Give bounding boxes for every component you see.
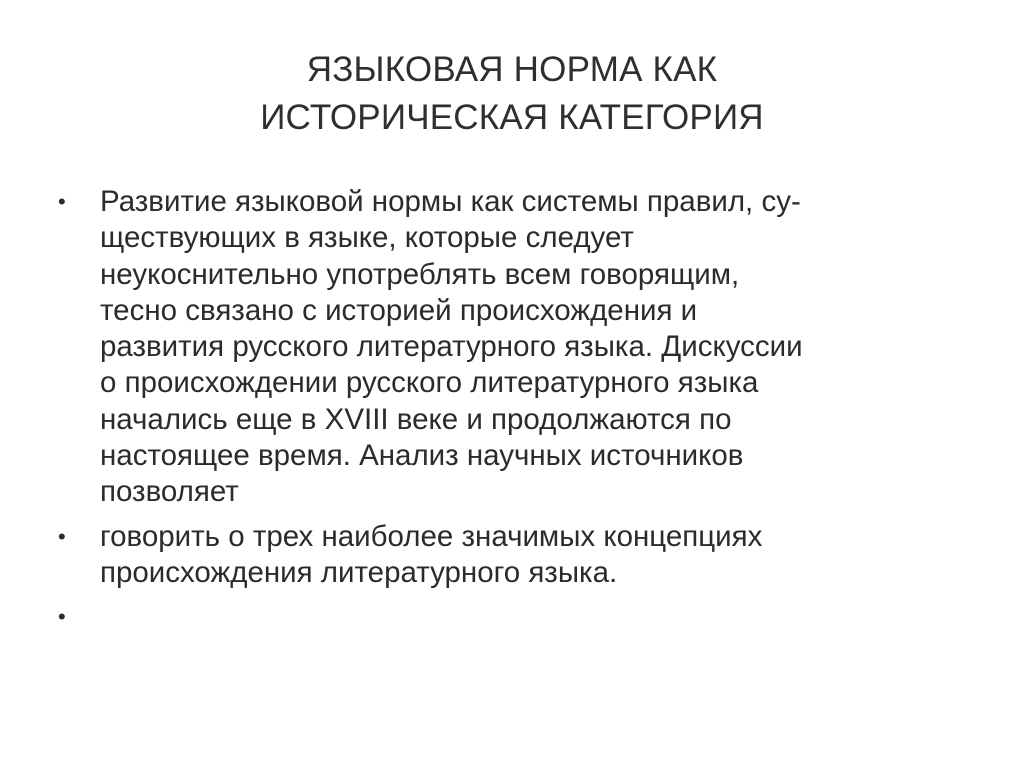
text-line: ществующих в языке, которые следует: [100, 221, 634, 255]
bullet-dot-icon: •: [58, 604, 66, 630]
bullet-list: [58, 184, 978, 636]
bullet-text: [100, 519, 978, 592]
text-line: говорить о трех наиболее значимых концепциях: [100, 519, 763, 553]
bullet-item: [58, 184, 978, 511]
text-line: настоящее время. Анализ научных источников: [100, 439, 744, 473]
text-line: начались еще в XVIII веке и продолжаются по: [100, 402, 732, 436]
title-line: ЯЗЫКОВАЯ НОРМА КАК: [306, 50, 718, 89]
text-line: позволяет: [100, 475, 239, 509]
text-line: о происхождении русского литературного языка: [100, 366, 759, 400]
text-line: неукоснительно употреблять всем говорящим,: [100, 257, 740, 291]
bullet-dot-icon: •: [58, 523, 66, 549]
title-line: ИСТОРИЧЕСКАЯ КАТЕГОРИЯ: [260, 98, 764, 137]
bullet-dot-icon: •: [58, 189, 66, 214]
text-line: развития русского литературного языка. Дискуссии: [100, 330, 803, 364]
bullet-text: [100, 184, 978, 511]
bullet-item: [58, 519, 978, 592]
text-line: тесно связано с историей происхождения и: [100, 293, 698, 327]
text-line: Развитие языковой нормы как системы правил, су-: [100, 185, 801, 218]
text-line: происхождения литературного языка.: [100, 555, 618, 589]
empty-bullet-item: [58, 599, 978, 635]
slide-title: [160, 46, 864, 142]
